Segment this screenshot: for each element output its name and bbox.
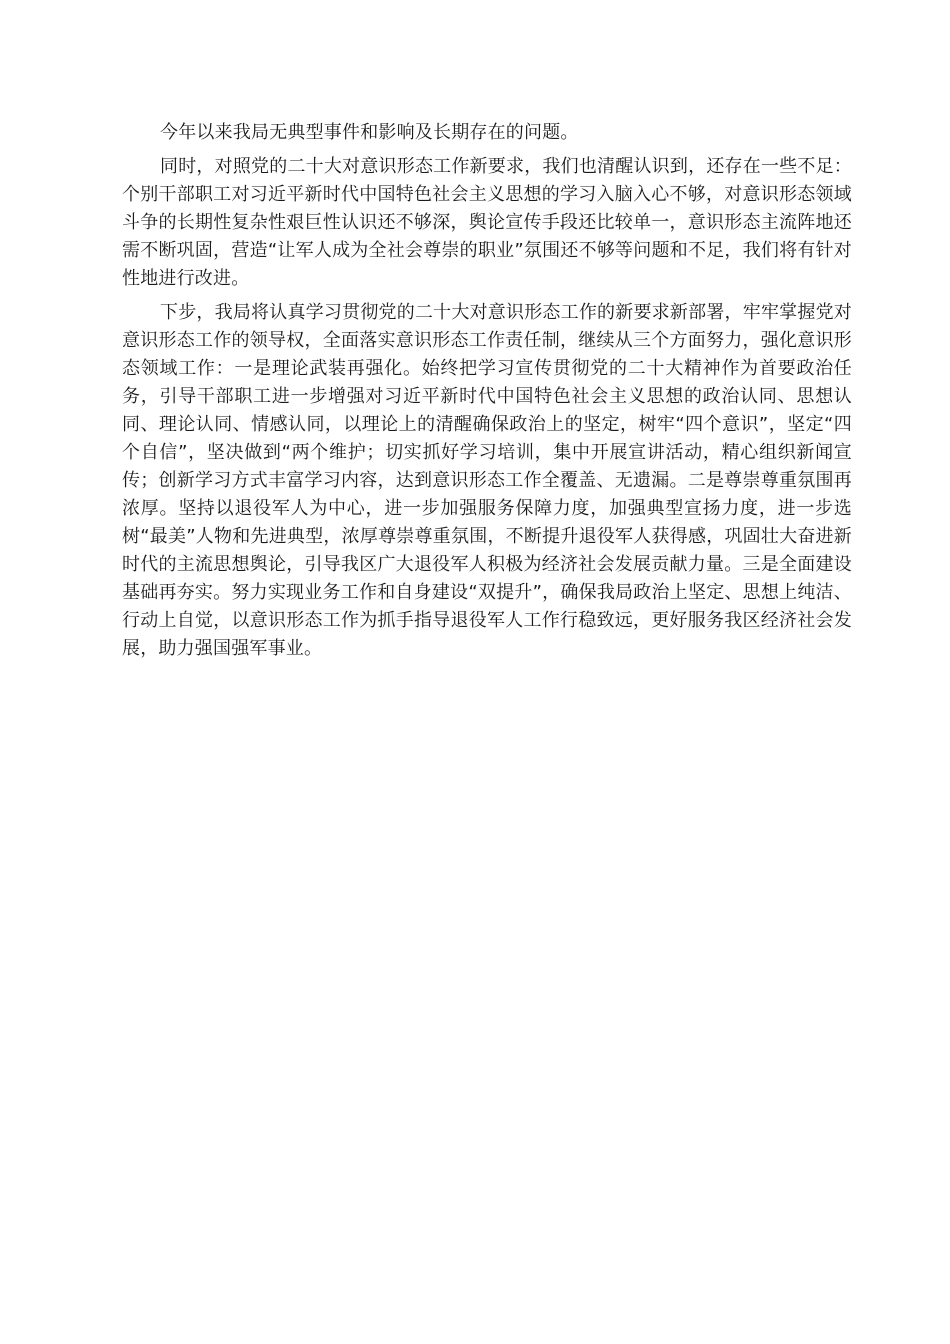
paragraph-2: 同时，对照党的二十大对意识形态工作新要求，我们也清醒认识到，还存在一些不足：个别干部职工对习近平新时代中国特色社会主义思想的学习入脑入心不够，对意识形态领域斗争的长期性复杂性艰巨性认识还不够深，舆论宣传手段还比较单一，意识形态主流阵地还需不断巩固，营造“让军人成为全社会尊崇的职业”氛围还不够等问题和不足，我们将有针对性地进行改进。 — [122, 156, 852, 289]
paragraph-1: 今年以来我局无典型事件和影响及长期存在的问题。 — [160, 122, 579, 143]
document-body — [122, 119, 852, 669]
paragraph-3: 下步，我局将认真学习贯彻党的二十大对意识形态工作的新要求新部署，牢牢掌握党对意识形态工作的领导权，全面落实意识形态工作责任制，继续从三个方面努力，强化意识形态领域工作：一是理论武装再强化。始终把学习宣传贯彻党的二十大精神作为首要政治任务，引导干部职工进一步增强对习近平新时代中国特色社会主义思想的政治认同、思想认同、理论认同、情感认同，以理论上的清醒确保政治上的坚定，树牢“四个意识”，坚定“四个自信”，坚决做到“两个维护；切实抓好学习培训，集中开展宣讲活动，精心组织新闻宣传；创新学习方式丰富学习内容，达到意识形态工作全覆盖、无遗漏。二是尊崇尊重氛围再浓厚。坚持以退役军人为中心，进一步加强服务保障力度，加强典型宣扬力度，进一步选树“最美”人物和先进典型，浓厚尊崇尊重氛围，不断提升退役军人获得感，巩固壮大奋进新时代的主流思想舆论，引导我区广大退役军人积极为经济社会发展贡献力量。三是全面建设基础再夯实。努力实现业务工作和自身建设“双提升”，确保我局政治上坚定、思想上纯洁、行动上自觉，以意识形态工作为抓手指导退役军人工作行稳致远，更好服务我区经济社会发展，助力强国强军事业。 — [122, 302, 852, 659]
